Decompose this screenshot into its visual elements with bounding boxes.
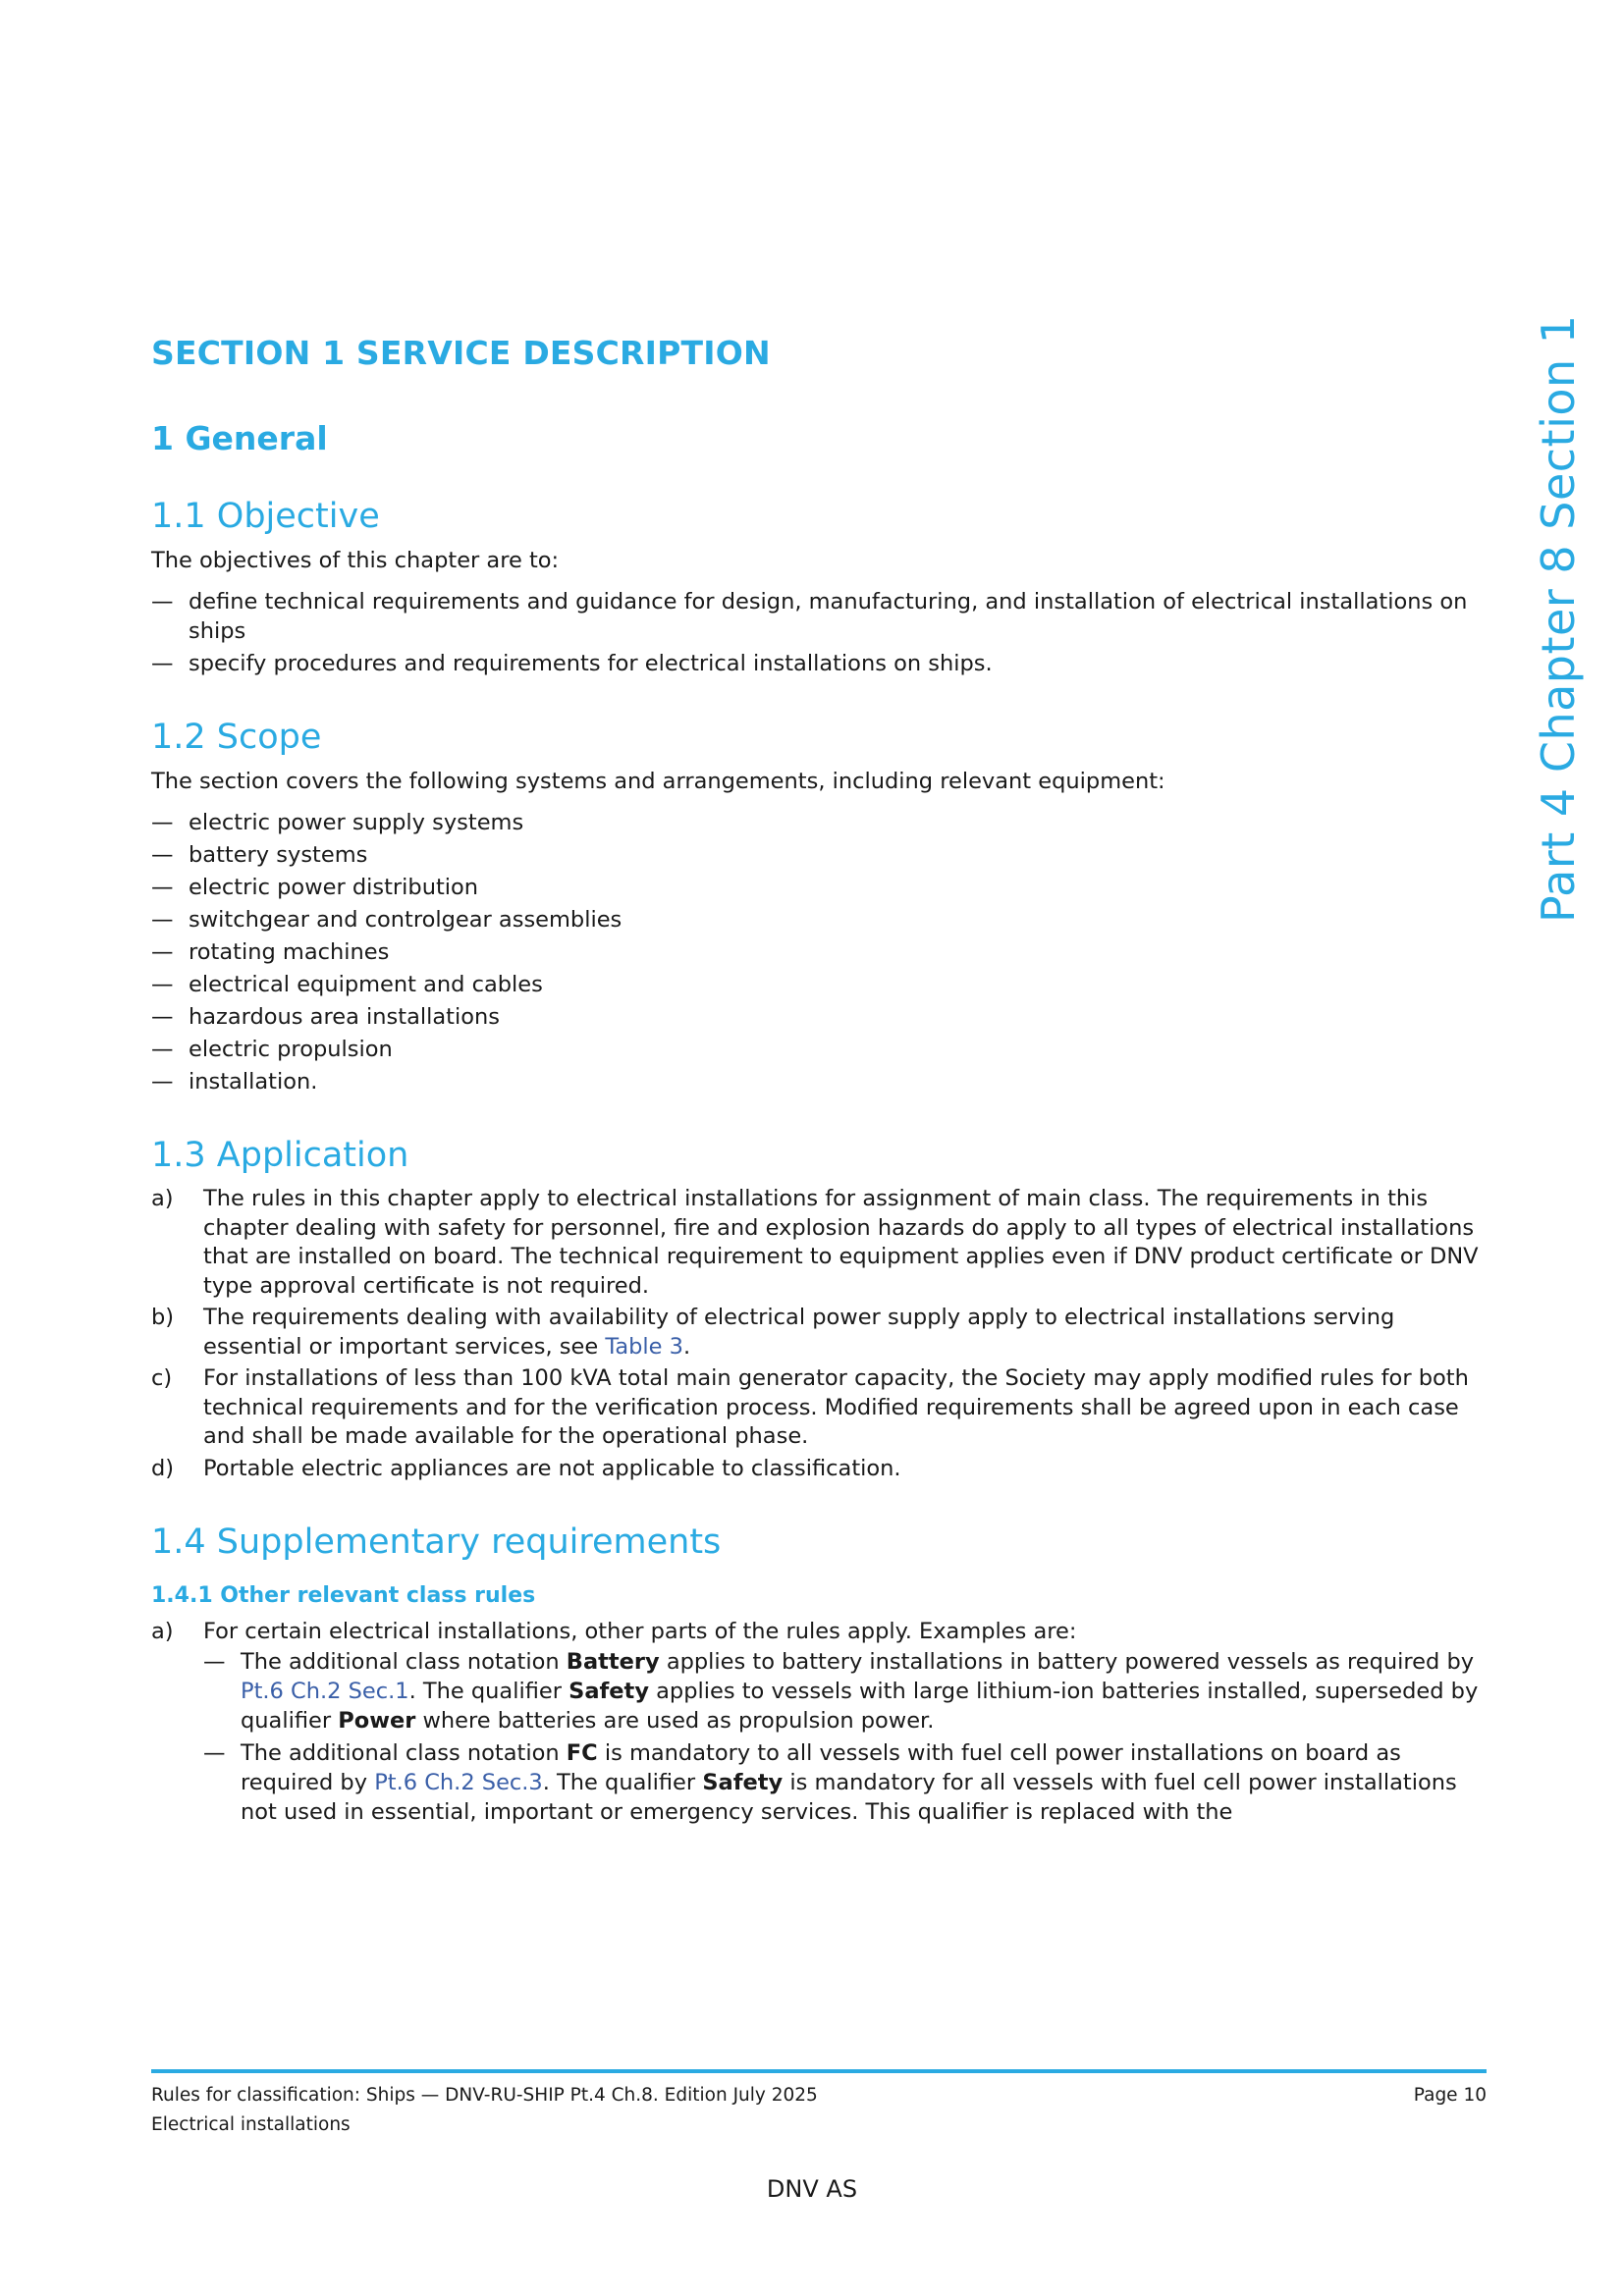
- footer-document-info: [151, 2081, 818, 2140]
- dash-bullet: —: [151, 875, 174, 900]
- class-notation-list: [203, 1647, 1487, 1827]
- pt6-ch2-sec3-link[interactable]: Pt.6 Ch.2 Sec.3: [374, 1769, 543, 1795]
- list-item: — electric propulsion: [151, 1037, 393, 1062]
- list-item: — installation.: [151, 1069, 318, 1095]
- list-item: — battery systems: [151, 842, 368, 868]
- dash-bullet: —: [151, 1037, 174, 1062]
- general-heading: 1 General: [151, 419, 328, 457]
- list-item: — hazardous area installations: [151, 1004, 500, 1030]
- chapter-side-tab: Part 4 Chapter 8 Section 1: [1532, 314, 1585, 923]
- list-item: — electric power distribution: [151, 875, 479, 900]
- table-3-link[interactable]: Table 3: [605, 1333, 683, 1360]
- scope-list: [151, 808, 1487, 1096]
- pt6-ch2-sec1-link[interactable]: Pt.6 Ch.2 Sec.1: [241, 1678, 409, 1704]
- supplementary-list: [151, 1618, 1487, 1827]
- dash-bullet: —: [151, 1004, 174, 1030]
- application-heading: 1.3 Application: [151, 1136, 409, 1175]
- list-item: — rotating machines: [151, 939, 390, 965]
- supplementary-heading: 1.4 Supplementary requirements: [151, 1522, 722, 1562]
- scope-heading: 1.2 Scope: [151, 718, 322, 757]
- dash-bullet: —: [203, 1648, 226, 1675]
- list-item: — electric power supply systems: [151, 810, 524, 835]
- dash-bullet: —: [151, 651, 174, 676]
- dash-bullet: —: [151, 1069, 174, 1095]
- fc-notation-item: — The additional class notation FC is mandatory to all vessels with fuel cell power installations on board as required by Pt.6 Ch.2 Sec.3. The qualifier Safety is mandatory for all vessels with fuel cell power installations not used in essential, important or emergency services. This qualifier is replaced with the: [203, 1739, 1457, 1825]
- footer-chapter-title: Electrical installations: [151, 2114, 351, 2135]
- page-number: Page 10: [1413, 2085, 1487, 2106]
- dash-bullet: —: [151, 972, 174, 997]
- footer-company: DNV AS: [766, 2175, 858, 2203]
- objective-list: [151, 587, 1487, 678]
- scope-intro: The section covers the following systems and arrangements, including relevant equipment:: [151, 769, 1165, 794]
- supplementary-item-a: a) For certain electrical installations, other parts of the rules apply. Examples are: — The additional class notation Battery applies to battery installations in battery powered vessels as required by Pt.6 Ch.2 Sec.1. The qualifier Safety applies to vessels with large lithium-ion batteries installed, superseded by qualifier Power where batteries are used as propulsion power. — The additional class notation FC is mandatory to all vessels with fuel cell power installations on board as required by Pt.6 Ch.2 Sec.3. The qualifier Safety is mandatory for all vessels with fuel cell power installations not used in essential, important or emergency services. This qualifier is replaced with the: [151, 1618, 1487, 1827]
- application-item-b: b) The requirements dealing with availability of electrical power supply apply to electrical installations serving essential or important services, see Table 3.: [151, 1305, 1395, 1360]
- dash-bullet: —: [151, 939, 174, 965]
- battery-notation-item: — The additional class notation Battery applies to battery installations in battery powered vessels as required by Pt.6 Ch.2 Sec.1. The qualifier Safety applies to vessels with large lithium-ion batteries installed, superseded by qualifier Power where batteries are used as propulsion power.: [203, 1648, 1479, 1734]
- list-item: — electrical equipment and cables: [151, 972, 543, 997]
- section-title: SECTION 1 SERVICE DESCRIPTION: [151, 334, 771, 372]
- page-content: [151, 334, 1487, 1830]
- footer-divider: [151, 2069, 1487, 2073]
- list-item: — define technical requirements and guidance for design, manufacturing, and installation of electrical installations on ships: [151, 589, 1468, 644]
- application-item-a: a) The rules in this chapter apply to electrical installations for assignment of main class. The requirements in this chapter dealing with safety for personnel, fire and explosion hazards do apply to all types of electrical installations that are installed on board. The technical requirement to equipment applies even if DNV product certificate or DNV type approval certificate is not required.: [151, 1186, 1479, 1299]
- dash-bullet: —: [151, 842, 174, 868]
- objective-intro: The objectives of this chapter are to:: [151, 548, 560, 573]
- dash-bullet: —: [151, 907, 174, 933]
- dash-bullet: —: [151, 589, 174, 614]
- footer-document-title: Rules for classification: Ships — DNV-RU-SHIP Pt.4 Ch.8. Edition July 2025: [151, 2085, 818, 2106]
- dash-bullet: —: [151, 810, 174, 835]
- objective-heading: 1.1 Objective: [151, 497, 380, 536]
- application-item-d: d) Portable electric appliances are not applicable to classification.: [151, 1455, 901, 1481]
- application-item-c: c) For installations of less than 100 kVA total main generator capacity, the Society may apply modified rules for both technical requirements and for the verification process. Modified requirements shall be agreed upon in each case and shall be made available for the operational phase.: [151, 1365, 1469, 1449]
- list-item: — switchgear and controlgear assemblies: [151, 907, 623, 933]
- application-list: [151, 1185, 1487, 1483]
- other-class-rules-heading: 1.4.1 Other relevant class rules: [151, 1583, 536, 1608]
- list-item: — specify procedures and requirements for electrical installations on ships.: [151, 651, 993, 676]
- dash-bullet: —: [203, 1739, 226, 1766]
